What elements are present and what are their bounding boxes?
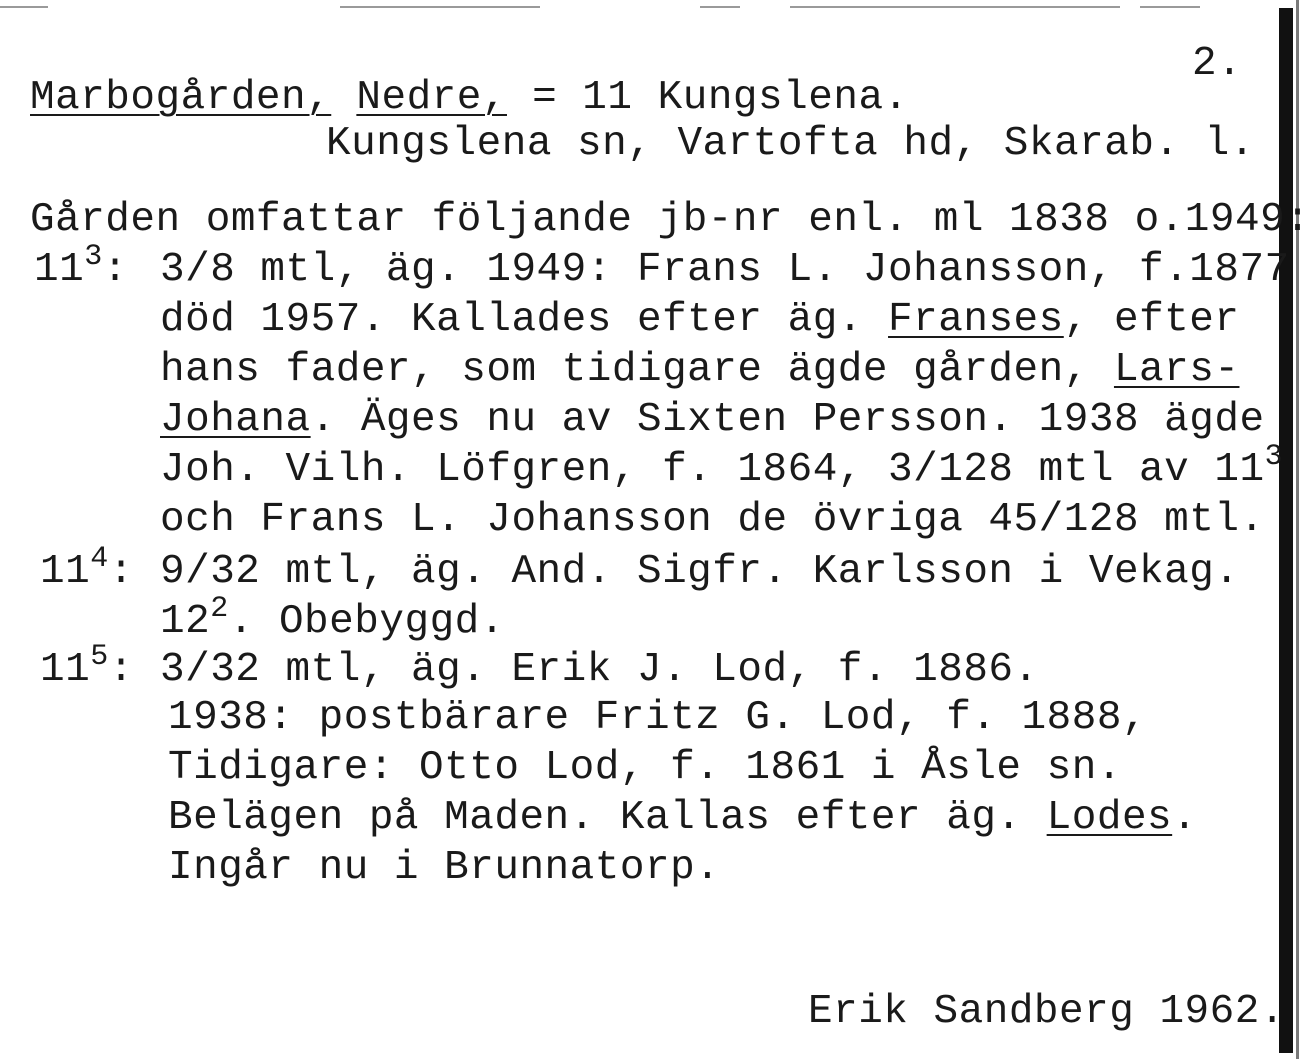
entry-line: Tidigare: Otto Lod, f. 1861 i Åsle sn. [168, 745, 1122, 791]
underlined-name: Franses [888, 297, 1064, 343]
scan-speck [790, 6, 1120, 8]
entry-line: 3/32 mtl, äg. Erik J. Lod, f. 1886. [160, 647, 1039, 693]
card-location: Kungslena sn, Vartofta hd, Skarab. l. [326, 121, 1255, 167]
scan-artifacts [0, 6, 1313, 14]
entry-line [168, 794, 1197, 842]
entry-text: hans fader, som tidigare ägde gården, [160, 347, 1114, 393]
entry-line: 9/32 mtl, äg. And. Sigfr. Karlsson i Vekag. [160, 549, 1240, 595]
entry-text: , efter [1063, 297, 1240, 343]
scan-speck [0, 6, 48, 8]
entry-label-sup: 5 [90, 640, 109, 674]
title-rest: = 11 Kungslena. [506, 75, 909, 121]
entry-text: Joh. Vilh. Löfgren, f. 1864, 3/128 mtl av 11 [160, 447, 1265, 493]
entry-line: och Frans L. Johansson de övriga 45/128 mtl. [160, 497, 1265, 543]
page-number: 2. [1192, 41, 1243, 87]
entry-label-colon: : [108, 647, 134, 693]
entry-text: död 1957. Kallades efter äg. [160, 297, 889, 343]
entry-sup: 2 [210, 592, 229, 626]
entry-label-base: 11 [40, 549, 91, 595]
signature: Erik Sandberg 1962. [808, 989, 1285, 1035]
scan-speck [700, 6, 740, 8]
scan-speck [340, 6, 540, 8]
card-edge-shadow [1279, 8, 1293, 1053]
entry-text: 12 [160, 599, 211, 645]
entry-line [160, 440, 1284, 497]
entry-label [40, 640, 134, 694]
scan-speck [1140, 6, 1200, 8]
entry-label-sup: 4 [90, 542, 109, 576]
entry-line: 3/8 mtl, äg. 1949: Frans L. Johansson, f.1877 [160, 247, 1290, 293]
underlined-name: Lodes [1046, 795, 1173, 841]
entry-text: Belägen på Maden. Kallas efter äg. [168, 795, 1047, 841]
entry-line [160, 296, 1240, 344]
underlined-name: Johana [160, 397, 311, 443]
entry-label-base: 11 [40, 647, 91, 693]
entry-line [160, 592, 505, 646]
entry-sup: 3 [1264, 440, 1284, 474]
entry-line [160, 396, 1265, 444]
underlined-name: Lars- [1113, 347, 1240, 393]
entry-label [34, 240, 128, 294]
title-farm: Marbogården, [30, 75, 332, 121]
entry-line [160, 346, 1239, 394]
entry-line: 1938: postbärare Fritz G. Lod, f. 1888, [168, 695, 1148, 741]
card-edge-line [1296, 0, 1299, 1059]
title-part: Nedre, [356, 75, 507, 121]
entry-label-sup: 3 [84, 240, 103, 274]
entry-label-colon: : [108, 549, 134, 595]
entry-label-colon: : [102, 247, 128, 293]
entry-text: . Obebyggd. [228, 599, 505, 645]
entry-text: . Äges nu av Sixten Persson. 1938 ägde [310, 397, 1265, 443]
card-title [30, 74, 909, 122]
entry-text: . [1172, 795, 1198, 841]
intro-text: Gården omfattar följande jb-nr enl. ml 1838 o.1949: [30, 197, 1311, 243]
entry-label [40, 542, 134, 596]
entry-line: Ingår nu i Brunnatorp. [168, 845, 721, 891]
entry-label-base: 11 [34, 247, 85, 293]
